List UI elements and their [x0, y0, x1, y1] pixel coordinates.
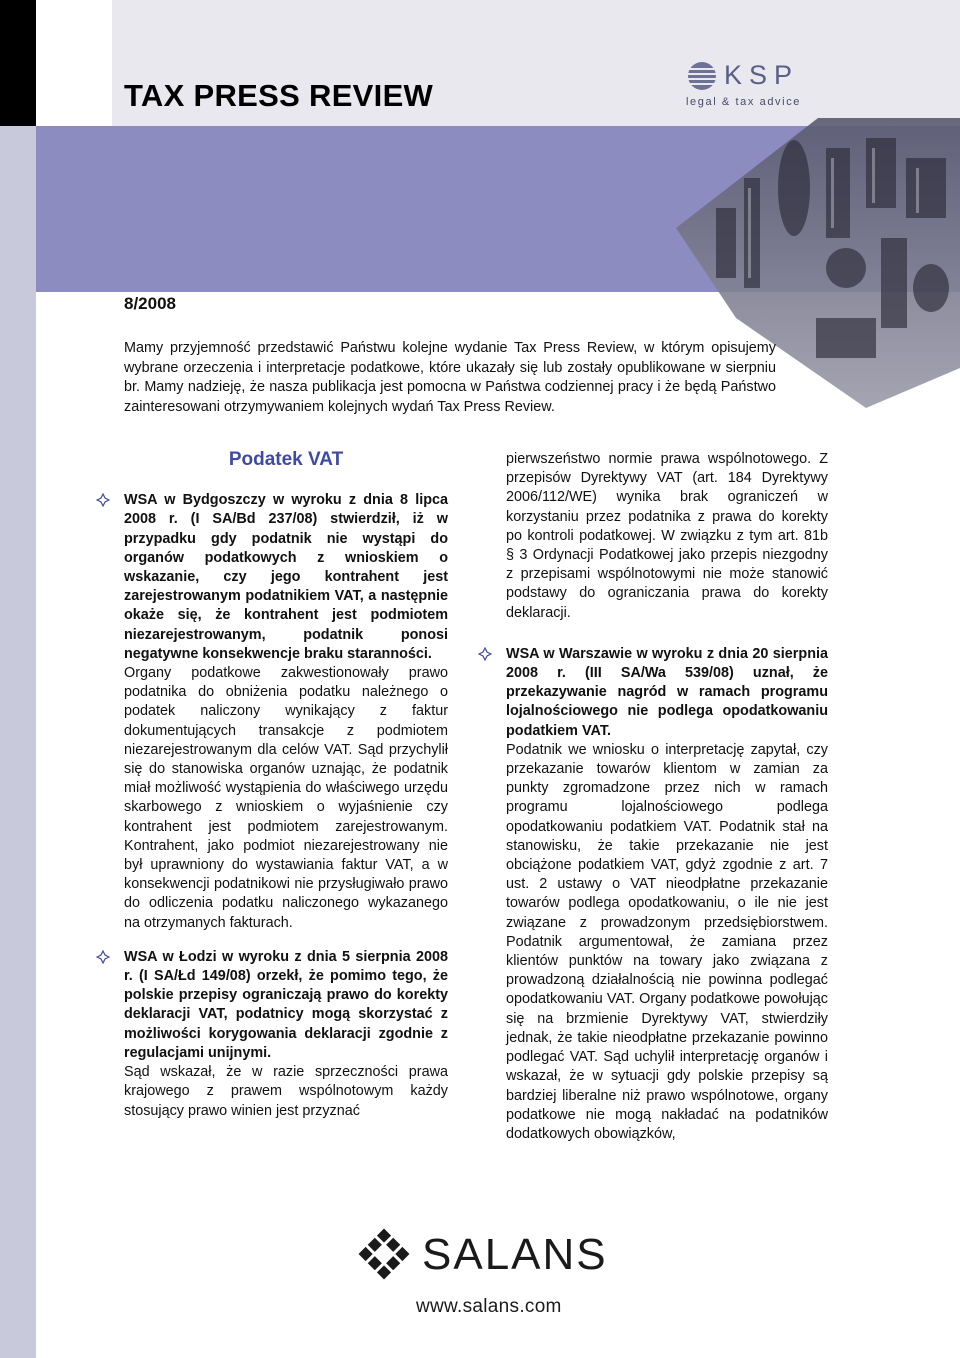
- article-continuation: pierwszeństwo normie prawa wspólnotowego. Z przepisów Dyrektywy VAT (art. 184 Dyrektywy 2006/112/WE) wynika brak ograniczeń w korzystaniu przez podatnika z prawa do korekty po kontroli podatkowej. W związku z tym art. 81b § 3 Ordynacji Podatkowej jako przepis niezgodny z przepisami wspólnotowymi nie może stanowić podstawy do ograniczania prawa do korekty deklaracji.: [506, 451, 828, 621]
- left-black-bar: [0, 0, 36, 126]
- issue-number: 8/2008: [124, 294, 176, 313]
- salans-diamond-icon: [356, 1226, 412, 1282]
- diamond-bullet-icon: [96, 493, 110, 507]
- salans-wordmark: SALANS: [422, 1230, 608, 1279]
- ksp-sphere-icon: [686, 60, 718, 92]
- article-body: Organy podatkowe zakwestionowały prawo podatnika do obniżenia podatku należnego o podatek naliczony wynikający z faktur dokumentujących transakcje z podmiotem niezarejestrowanym dla celów VAT. Sąd przychylił się do stanowiska organów uznając, że podatnik miał możliwość wystąpienia do właściwego urzędu skarbowego z wnioskiem o wyjaśnienie czy kontrahent jest podmiotem zarejestrowanym. Kontrahent, jako podmiot niezarejestrowany nie był uprawniony do wystawiania faktur VAT, a w konsekwencji podatnikowi nie przysługiwało prawo do odliczenia podatku naliczonego wykazanego na otrzymanych fakturach.: [124, 665, 448, 931]
- article-body: Podatnik we wniosku o interpretację zapytał, czy przekazanie towarów klientom w zamian za punkty zgromadzone przez nich w ramach programu lojalnościowego podlega opodatkowaniu podatkiem VAT. Podatnik stał na stanowisku, że takie przekazanie nie jest obciążone podatkiem VAT, gdyż zgodnie z art. 7 ust. 2 ustawy o VAT nieodpłatne przekazanie towarów podlega opodatkowaniu, o ile nie jest związane z prowadzonym przedsiębiorstwem. Podatnik argumentował, że zamiana przez klientów punktów na towary jako związana z prowadzoną działalnością nie powinna podlegać opodatkowaniu VAT. Organy podatkowe powołując się na brzmienie Dyrektywy VAT, stwierdziły jednak, że takie nieodpłatne przekazanie powinno podlegać VAT. Sąd uchylił interpretację organów i wskazał, że w sytuacji gdy polskie przepisy są bardziej liberalne niż prawo wspólnotowe, organy podatkowe nie mogą nakładać na podatników dodatkowych obowiązków,: [506, 741, 828, 1142]
- ksp-tagline: legal & tax advice: [686, 96, 802, 108]
- article-item: [96, 491, 448, 933]
- article-headline: WSA w Łodzi w wyroku z dnia 5 sierpnia 2008 r. (I SA/Łd 149/08) orzekł, że pomimo tego, że polskie przepisy ograniczają prawo do korekty deklaracji VAT, podatnicy mogą skorzystać z możliwości korygowania deklaracji zgodnie z regulacjami unijnymi.: [124, 948, 448, 1061]
- diamond-bullet-icon: [96, 950, 110, 964]
- left-column: [96, 450, 448, 1136]
- left-lavender-band: [0, 126, 36, 1358]
- right-column: [478, 450, 828, 1159]
- article-item: [96, 948, 448, 1121]
- diamond-bullet-icon: [478, 647, 492, 661]
- intro-paragraph: Mamy przyjemność przedstawić Państwu kolejne wydanie Tax Press Review, w którym opisujemy wybrane orzeczenia i interpretacje podatkowe, które ukazały się lub zostały opublikowane w sierpniu br. Mamy nadzieję, że nasza publikacja jest pomocna w Państwa codziennej pracy i że będą Państwo zainteresowani otrzymywaniem kolejnych wydań Tax Press Review.: [124, 340, 776, 415]
- ksp-name: KSP: [724, 60, 800, 90]
- salans-logo: [356, 1226, 618, 1286]
- article-body: Sąd wskazał, że w razie sprzeczności prawa krajowego z prawem wspólnotowym każdy stosujący prawo winien jest przyznać: [124, 1064, 448, 1119]
- article-headline: WSA w Bydgoszczy w wyroku z dnia 8 lipca 2008 r. (I SA/Bd 237/08) stwierdził, iż w przypadku gdy podatnik nie wystąpi do organów podatkowych z wnioskiem o wskazanie, czy jego kontrahent jest zarejestrowanym podatnikiem VAT, a następnie okaże się, że kontrahent jest podmiotem niezarejestrowanym, podatnik ponosi negatywne konsekwencje braku staranności.: [124, 492, 448, 662]
- ksp-logo: [686, 60, 836, 110]
- section-title: Podatek VAT: [228, 449, 344, 470]
- article-item: [478, 645, 828, 1144]
- footer-url[interactable]: www.salans.com: [416, 1296, 562, 1317]
- page-title: TAX PRESS REVIEW: [124, 78, 434, 113]
- article-headline: WSA w Warszawie w wyroku z dnia 20 sierpnia 2008 r. (III SA/Wa 539/08) uznał, że przekazywanie nagród w ramach programu lojalnościowego nie podlega opodatkowaniu podatkiem VAT.: [506, 645, 828, 739]
